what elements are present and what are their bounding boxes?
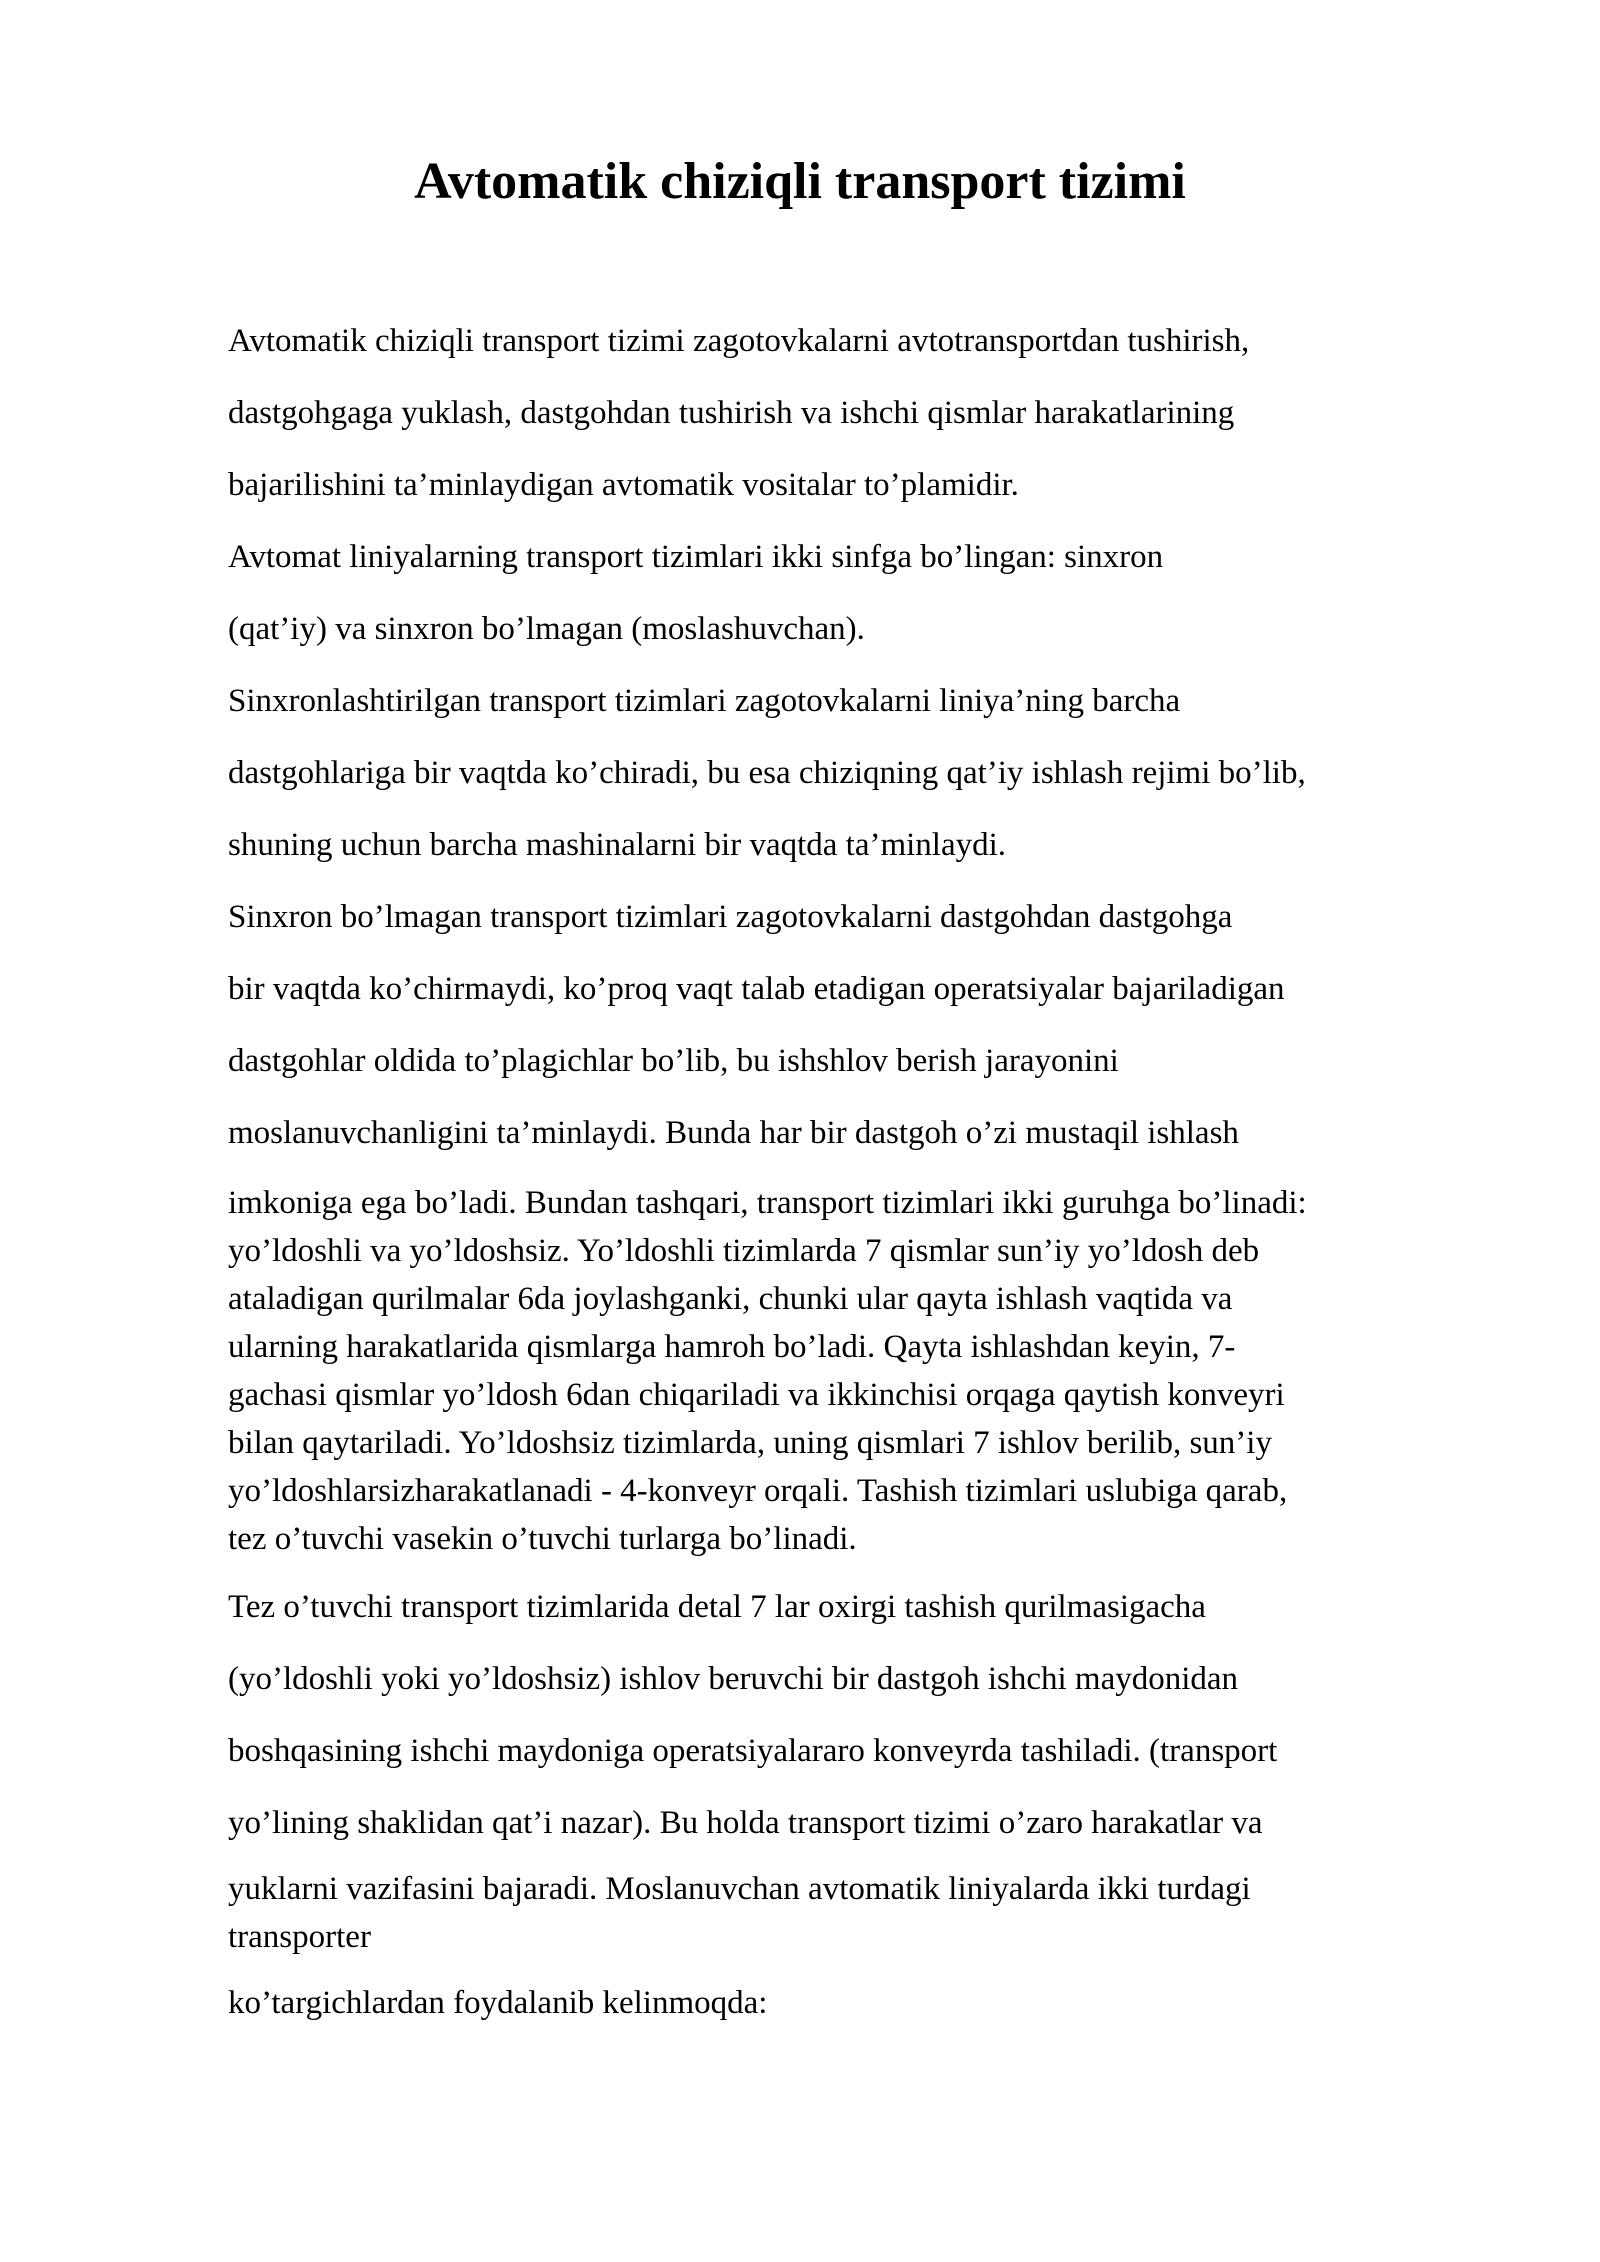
text-line: transporter	[228, 1919, 371, 1955]
document-title: Avtomatik chiziqli transport tizimi	[414, 153, 1186, 210]
text-line: ko’targichlardan foydalanib kelinmoqda:	[228, 1985, 768, 2021]
text-line: Sinxronlashtirilgan transport tizimlari zagotovkalarni liniya’ning barcha	[228, 683, 1181, 719]
text-line: dastgohlariga bir vaqtda ko’chiradi, bu esa chiziqning qat’iy ishlash rejimi bo’lib,	[228, 755, 1306, 791]
text-line: Sinxron bo’lmagan transport tizimlari zagotovkalarni dastgohdan dastgohga	[228, 899, 1233, 935]
paragraph-block-1	[228, 305, 1488, 1169]
document-body	[228, 305, 1488, 2039]
text-line: tez o’tuvchi vasekin o’tuvchi turlarga bo’linadi.	[228, 1521, 857, 1557]
text-line: yo’lining shaklidan qat’i nazar). Bu holda transport tizimi o’zaro harakatlar va	[228, 1805, 1263, 1841]
text-line: dastgohlar oldida to’plagichlar bo’lib, bu ishshlov berish jarayonini	[228, 1043, 1119, 1079]
text-line: moslanuvchanligini ta’minlaydi. Bunda har bir dastgoh o’zi mustaqil ishlash	[228, 1115, 1239, 1151]
text-line: ataladigan qurilmalar 6da joylashganki, chunki ular qayta ishlash vaqtida va	[228, 1281, 1233, 1317]
paragraph-block-3	[228, 1571, 1488, 1859]
text-line: (qat’iy) va sinxron bo’lmagan (moslashuvchan).	[228, 611, 865, 647]
paragraph-block-5	[228, 1967, 1488, 2039]
text-line: yo’ldoshlarsizharakatlanadi - 4-konveyr orqali. Tashish tizimlari uslubiga qarab,	[228, 1473, 1288, 1509]
text-line: dastgohgaga yuklash, dastgohdan tushirish va ishchi qismlar harakatlarining	[228, 395, 1235, 431]
paragraph-block-2	[228, 1179, 1488, 1563]
text-line: yo’ldoshli va yo’ldoshsiz. Yo’ldoshli tizimlarda 7 qismlar sun’iy yo’ldosh deb	[228, 1233, 1260, 1269]
text-line: boshqasining ishchi maydoniga operatsiyalararo konveyrda tashiladi. (transport	[228, 1733, 1278, 1769]
text-line: gachasi qismlar yo’ldosh 6dan chiqariladi va ikkinchisi orqaga qaytish konveyri	[228, 1377, 1285, 1413]
text-line: shuning uchun barcha mashinalarni bir vaqtda ta’minlaydi.	[228, 827, 1007, 863]
text-line: Avtomatik chiziqli transport tizimi zagotovkalarni avtotransportdan tushirish,	[228, 323, 1250, 359]
text-line: Tez o’tuvchi transport tizimlarida detal 7 lar oxirgi tashish qurilmasigacha	[228, 1589, 1206, 1625]
text-line: ularning harakatlarida qismlarga hamroh bo’ladi. Qayta ishlashdan keyin, 7-	[228, 1329, 1236, 1365]
paragraph-block-4	[228, 1865, 1488, 1961]
text-line: imkoniga ega bo’ladi. Bundan tashqari, transport tizimlari ikki guruhga bo’linadi:	[228, 1185, 1307, 1221]
text-line: (yo’ldoshli yoki yo’ldoshsiz) ishlov beruvchi bir dastgoh ishchi maydonidan	[228, 1661, 1239, 1697]
text-line: yuklarni vazifasini bajaradi. Moslanuvchan avtomatik liniyalarda ikki turdagi	[228, 1871, 1251, 1907]
text-line: Avtomat liniyalarning transport tizimlari ikki sinfga bo’lingan: sinxron	[228, 539, 1164, 575]
text-line: bajarilishini ta’minlaydigan avtomatik vositalar to’plamidir.	[228, 467, 1019, 503]
text-line: bir vaqtda ko’chirmaydi, ko’proq vaqt talab etadigan operatsiyalar bajariladigan	[228, 971, 1285, 1007]
text-line: bilan qaytariladi. Yo’ldoshsiz tizimlarda, uning qismlari 7 ishlov berilib, sun’iy	[228, 1425, 1272, 1461]
